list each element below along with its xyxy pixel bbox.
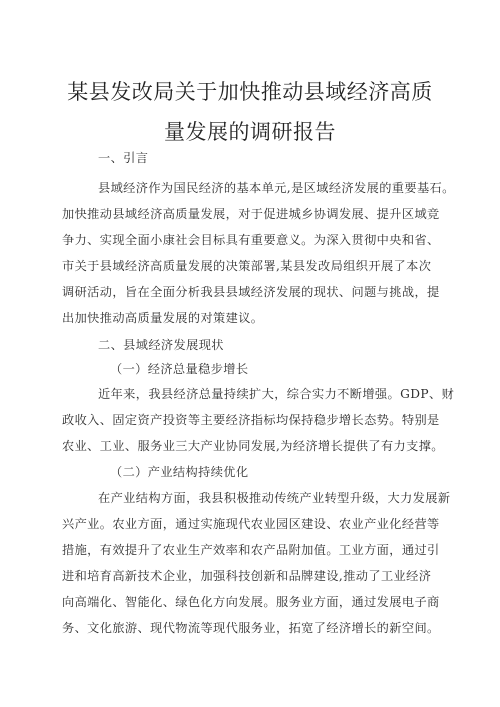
paragraph-line: 争力、实现全面小康社会目标具有重要意义。为深入贯彻中央和省、 [62, 233, 440, 247]
section-heading-introduction: 一、引言 [98, 151, 149, 165]
paragraph-line: 县域经济作为国民经济的基本单元,是区域经济发展的重要基石。 [98, 181, 455, 195]
paragraph-line: 加快推动县域经济高质量发展，对于促进城乡协调发展、提升区域竞 [62, 207, 440, 221]
paragraph-line: 向高端化、智能化、绿色化方向发展。服务业方面，通过发展电子商 [62, 595, 440, 609]
paragraph-line: 进和培育高新技术企业，加强科技创新和品牌建设,推动了工业经济 [62, 569, 432, 583]
paragraph-line: 出加快推动高质量发展的对策建议。 [62, 311, 264, 325]
subsection-heading-economic-growth: （一）经济总量稳步增长 [110, 362, 249, 376]
paragraph-line: 在产业结构方面，我县积极推动传统产业转型升级，大力发展新 [98, 491, 451, 505]
subsection-heading-industrial-structure: （二）产业结构持续优化 [110, 465, 249, 479]
paragraph-line: 政收入、固定资产投资等主要经济指标均保持稳步增长态势。特别是 [62, 413, 440, 427]
paragraph-line: 农业、工业、服务业三大产业协同发展,为经济增长提供了有力支撑。 [62, 439, 444, 453]
paragraph-line: 措施，有效提升了农业生产效率和农产品附加值。工业方面，通过引 [62, 543, 440, 557]
document-title-line-2: 量发展的调研报告 [164, 120, 336, 144]
paragraph-line: 近年来，我县经济总量持续扩大，综合实力不断增强。GDP、财 [98, 387, 455, 401]
paragraph-line: 市关于县域经济高质量发展的决策部署,某县发改局组织开展了本次 [62, 259, 432, 273]
document-title-line-1: 某县发改局关于加快推动县域经济高质 [67, 80, 433, 104]
paragraph-line: 兴产业。农业方面，通过实施现代农业园区建设、农业产业化经营等 [62, 517, 440, 531]
paragraph-line: 务、文化旅游、现代物流等现代服务业，拓宽了经济增长的新空间。 [62, 621, 440, 635]
section-heading-current-status: 二、县域经济发展现状 [98, 338, 224, 352]
paragraph-line: 调研活动，旨在全面分析我县县域经济发展的现状、问题与挑战，提 [62, 285, 440, 299]
